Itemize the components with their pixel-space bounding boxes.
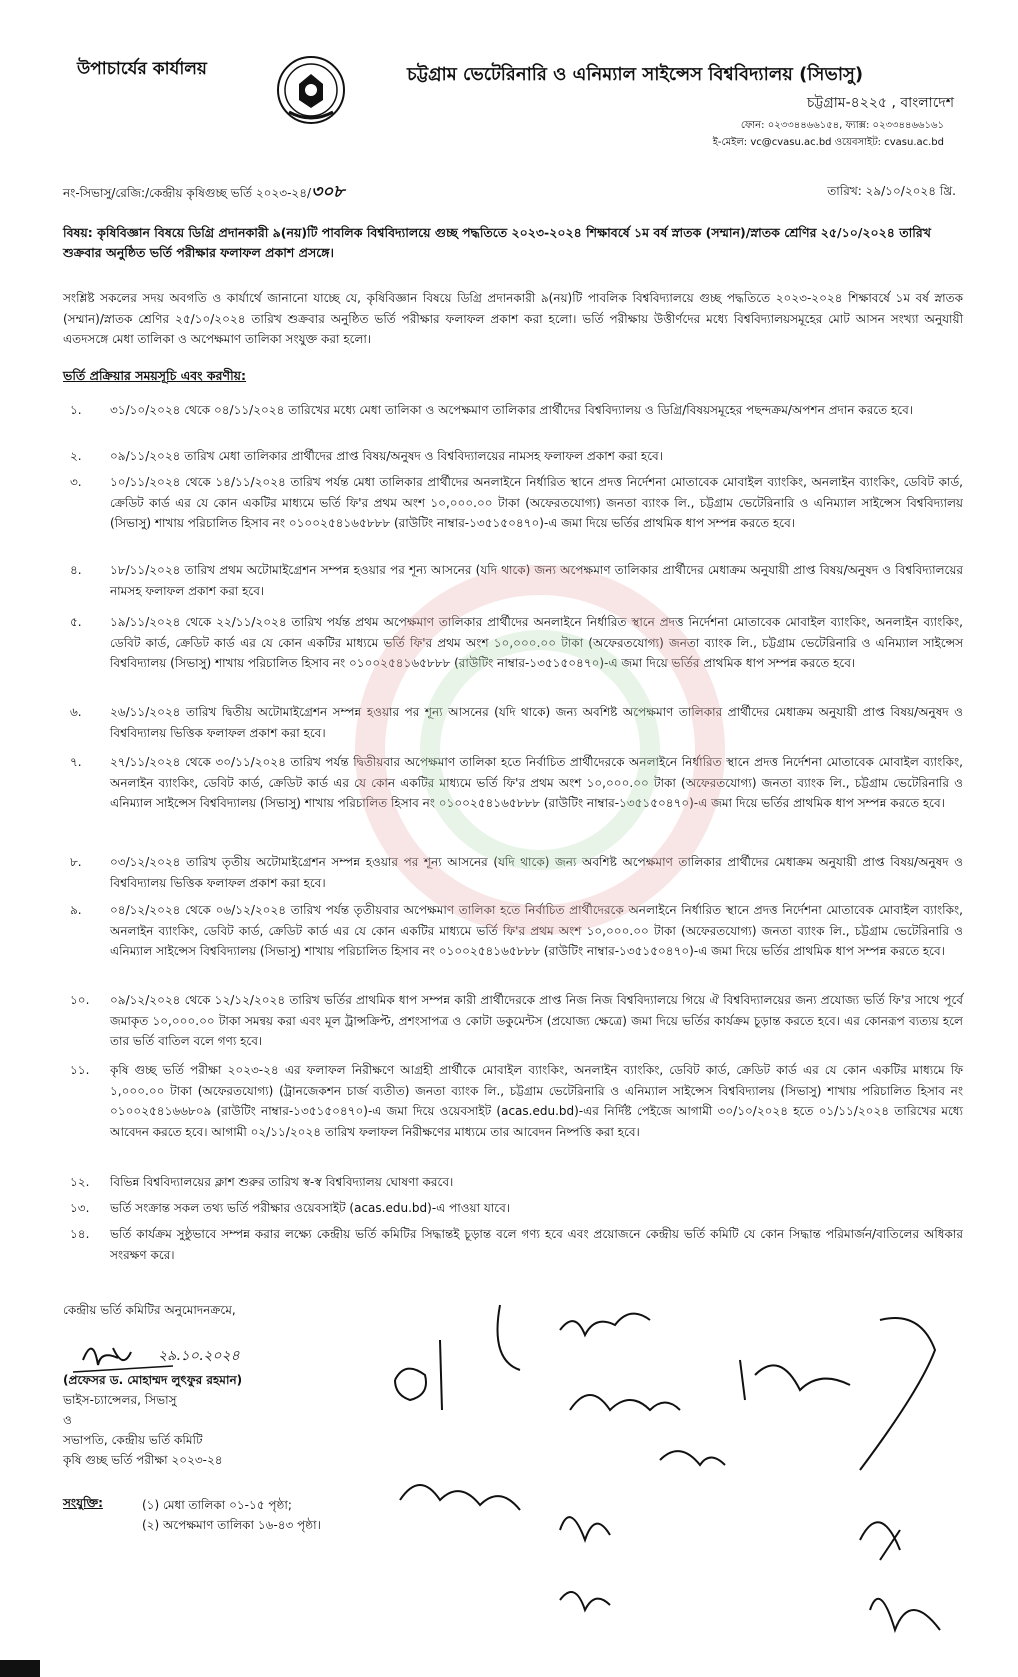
phone-fax: ফোন: ০২৩৩৪৪৬৬১৫৪, ফ্যাক্স: ০২৩৩৪৪৬৬১৬১ — [740, 120, 944, 131]
signatory-title-committee: সভাপতি, কেন্দ্রীয় ভর্তি কমিটি — [63, 1433, 203, 1447]
signature-7 — [400, 1485, 520, 1510]
item-text: ভর্তি কার্যক্রম সুষ্ঠুভাবে সম্পন্ন করার লক্ষ্যে কেন্দ্রীয় ভর্তি কমিটির সিদ্ধান্তই চূড়ান্ত বলে গণ্য হবে এবং প্রয়োজনে কেন্দ্রীয় ভর্তি কমিটি যে কোন সিদ্ধান্ত পরিমার্জন/বাতিলের অধিকার সংরক্ষণ করে। — [110, 1227, 963, 1262]
memo-number-prefix: নং-সিভাসু/রেজি:/কেন্দ্রীয় কৃষিগুচ্ছ ভর্তি ২০২৩-২৪/ — [63, 186, 312, 200]
schedule-item — [70, 472, 963, 534]
item-number: ৪. — [70, 563, 82, 577]
memo-number-handwritten: ৩০৮ — [311, 182, 345, 202]
scan-corner-mark — [0, 1660, 40, 1677]
item-number: ১. — [70, 403, 82, 417]
university-address: চট্টগ্রাম-৪২২৫ , বাংলাদেশ — [806, 95, 954, 111]
signature-10 — [860, 1522, 900, 1560]
university-seal-logo — [275, 54, 347, 126]
item-text: ০৩/১২/২০২৪ তারিখ তৃতীয় অটোমাইগ্রেশন সম্পন্ন হওয়ার পর শূন্য আসনের (যদি থাকে) জন্য অবশিষ্ট অপেক্ষমাণ তালিকার প্রার্থীদের মেধাক্রম অনুযায়ী প্রাপ্ত বিষয়/অনুষদ ও বিশ্ববিদ্যালয় ভিত্তিক ফলাফল প্রকাশ করা হবে। — [110, 855, 963, 890]
schedule-item — [70, 1224, 963, 1265]
signature-3 — [560, 1314, 650, 1335]
item-number: ৩. — [70, 475, 82, 489]
signature-1 — [395, 1369, 426, 1400]
memo-date: তারিখ: ২৯/১০/২০২৪ খ্রি. — [827, 184, 956, 198]
signature-6 — [860, 1318, 935, 1470]
item-text: কৃষি গুচ্ছ ভর্তি পরীক্ষা ২০২৩-২৪ এর ফলাফল নিরীক্ষণে আগ্রহী প্রার্থীকে মোবাইল ব্যাংকিং, অনলাইন ব্যাংকিং, ডেবিট কার্ড, ক্রেডিট কার্ড এর যে কোন একটির মাধ্যমে ফি ১,০০০.০০ টাকা (অফেরতযোগ্য) (ট্রানজেকশন চার্জ ব্যতীত) জনতা ব্যাংক লি., চট্টগ্রাম ভেটেরিনারি ও এনিম্যাল সাইন্সেস বিশ্ববিদ্যালয় (সিভাসু) শাখায় পরিচালিত হিসাব নং ০১০০২৫৪১৬৬৮০৯ (রাউটিং নাম্বার-১৩৫১৫০৪৭০)-এ জমা দিয়ে ওয়েবসাইট (acas.edu.bd)-এর নির্দিষ্ট পেইজে আগামী ৩০/১০/২০২৪ হতে ০১/১১/২০২৪ তারিখের মধ্যে আবেদন করতে হবে। আগামী ০২/১১/২০২৪ তারিখ ফলাফল নিরীক্ষণের মাধ্যমে তার আবেদন নিষ্পত্তি করা হবে। — [110, 1063, 963, 1139]
contact-info — [713, 117, 944, 151]
approval-note: কেন্দ্রীয় ভর্তি কমিটির অনুমোদনক্রমে, — [63, 1303, 236, 1317]
item-text: ১০/১১/২০২৪ থেকে ১৪/১১/২০২৪ তারিখ পর্যন্ত মেধা তালিকার প্রার্থীদের অনলাইনে নির্ধারিত স্থানে প্রদত্ত নির্দেশনা মোতাবেক মোবাইল ব্যাংকিং, অনলাইন ব্যাংকিং, ডেবিট কার্ড, ক্রেডিট কার্ড এর যে কোন একটির মাধ্যমে ভর্তি ফি'র প্রথম অংশ ১০,০০০.০০ টাকা (অফেরতযোগ্য) জনতা ব্যাংক লি., চট্টগ্রাম ভেটেরিনারি ও এনিম্যাল সাইন্সেস বিশ্ববিদ্যালয় (সিভাসু) শাখায় পরিচালিত হিসাব নং ০১০০২৫৪১৬৫৮৮৮ (রাউটিং নাম্বার-১৩৫১৫০৪৭০)-এ জমা দিয়ে ভর্তির প্রাথমিক ধাপ সম্পন্ন করতে হবে। — [110, 475, 963, 530]
item-text: বিভিন্ন বিশ্ববিদ্যালয়ের ক্লাশ শুরুর তারিখ স্ব-স্ব বিশ্ববিদ্যালয় ঘোষণা করবে। — [110, 1175, 454, 1189]
attachments-label: সংযুক্তি: — [63, 1496, 103, 1510]
signatory-title-exam: কৃষি গুচ্ছ ভর্তি পরীক্ষা ২০২৩-২৪ — [63, 1453, 223, 1467]
schedule-title: ভর্তি প্রক্রিয়ার সময়সূচি এবং করণীয়: — [63, 368, 247, 383]
signature-date: ২৯.১০.২০২৪ — [158, 1348, 240, 1364]
schedule-item — [70, 990, 963, 1052]
item-text: ২৬/১১/২০২৪ তারিখ দ্বিতীয় অটোমাইগ্রেশন সম্পন্ন হওয়ার পর শূন্য আসনের (যদি থাকে) জন্য অবশিষ্ট অপেক্ষমাণ তালিকার প্রার্থীদের মেধাক্রম অনুযায়ী প্রাপ্ত বিষয়/অনুষদ ও বিশ্ববিদ্যালয় ভিত্তিক ফলাফল প্রকাশ করা হবে। — [110, 705, 963, 740]
signature-9 — [560, 1517, 610, 1540]
memo-number — [63, 179, 344, 207]
schedule-item — [70, 400, 963, 421]
item-number: ১৩. — [70, 1201, 90, 1215]
signatory-and: ও — [63, 1413, 72, 1427]
item-number: ১২. — [70, 1175, 90, 1189]
signature-2 — [440, 1305, 520, 1410]
schedule-item — [70, 1198, 963, 1219]
attachment-waiting-list: (২) অপেক্ষমাণ তালিকা ১৬-৪৩ পৃষ্ঠা। — [142, 1518, 321, 1532]
schedule-item — [70, 1172, 963, 1193]
university-name: চট্টগ্রাম ভেটেরিনারি ও এনিম্যাল সাইন্সেস বিশ্ববিদ্যালয় (সিভাসু) — [407, 64, 864, 85]
schedule-item — [70, 1060, 963, 1142]
item-text: ভর্তি সংক্রান্ত সকল তথ্য ভর্তি পরীক্ষার ওয়েবসাইট (acas.edu.bd)-এ পাওয়া যাবে। — [110, 1201, 511, 1215]
signature-12 — [870, 1599, 940, 1630]
signatory-title-vc: ভাইস-চ্যান্সেলর, সিভাসু — [63, 1393, 177, 1407]
schedule-item — [70, 446, 963, 467]
signatory-name: (প্রফেসর ড. মোহাম্মদ লুৎফুর রহমান) — [63, 1373, 243, 1387]
item-text: ০৯/১১/২০২৪ তারিখ মেধা তালিকার প্রার্থীদের প্রাপ্ত বিষয়/অনুষদ ও বিশ্ববিদ্যালয়ের নামসহ ফলাফল প্রকাশ করা হবে। — [110, 449, 664, 463]
item-number: ৬. — [70, 705, 82, 719]
attachments-list — [142, 1495, 321, 1535]
signature-4 — [570, 1395, 680, 1410]
item-number: ১৪. — [70, 1227, 90, 1241]
item-number: ৮. — [70, 855, 82, 869]
item-text: ১৮/১১/২০২৪ তারিখ প্রথম অটোমাইগ্রেশন সম্পন্ন হওয়ার পর শূন্য আসনের (যদি থাকে) জন্য অপেক্ষমাণ তালিকার প্রার্থীদের মেধাক্রম অনুযায়ী প্রাপ্ত বিষয়/অনুষদ ও বিশ্ববিদ্যালয়ের নামসহ ফলাফল প্রকাশ করা হবে। — [110, 563, 963, 598]
item-text: ০৪/১২/২০২৪ থেকে ০৬/১২/২০২৪ তারিখ পর্যন্ত তৃতীয়বার অপেক্ষমাণ তালিকা হতে নির্বাচিত প্রার্থীদেরকে অনলাইনে নির্ধারিত স্থানে প্রদত্ত নির্দেশনা মোতাবেক মোবাইল ব্যাংকিং, অনলাইন ব্যাংকিং, ডেবিট কার্ড, ক্রেডিট কার্ড এর যে কোন একটির মাধ্যমে ভর্তি ফি'র প্রথম অংশ ১০,০০০.০০ টাকা (অফেরতযোগ্য) জনতা ব্যাংক লি., চট্টগ্রাম ভেটেরিনারি ও এনিম্যাল সাইন্সেস বিশ্ববিদ্যালয় (সিভাসু) শাখায় পরিচালিত হিসাব নং ০১০০২৫৪১৬৫৮৮৮ (রাউটিং নাম্বার-১৩৫১৫০৪৭০)-এ জমা দিয়ে ভর্তির প্রাথমিক ধাপ সম্পন্ন করতে হবে। — [110, 903, 963, 958]
item-text: ৩১/১০/২০২৪ থেকে ০৪/১১/২০২৪ তারিখের মধ্যে মেধা তালিকা ও অপেক্ষমাণ তালিকার প্রার্থীদের বিশ্ববিদ্যালয় ও ডিগ্রি/বিষয়সমূহের পছন্দক্রম/অপশন প্রদান করতে হবে। — [110, 403, 914, 417]
item-number: ৯. — [70, 903, 82, 917]
committee-signatures — [380, 1300, 980, 1660]
email-website: ই-মেইল: vc@cvasu.ac.bd ওয়েবসাইট: cvasu.ac.bd — [712, 137, 944, 148]
item-number: ৫. — [70, 615, 82, 629]
item-number: ২. — [70, 449, 82, 463]
signatory-block — [63, 1370, 242, 1470]
item-number: ১১. — [70, 1063, 90, 1077]
item-number: ১০. — [70, 993, 90, 1007]
item-text: ১৯/১১/২০২৪ থেকে ২২/১১/২০২৪ তারিখ পর্যন্ত প্রথম অপেক্ষমাণ তালিকার প্রার্থীদের অনলাইনে নির্ধারিত স্থানে প্রদত্ত নির্দেশনা মোতাবেক মোবাইল ব্যাংকিং, অনলাইন ব্যাংকিং, ডেবিট কার্ড, ক্রেডিট কার্ড এর যে কোন একটির মাধ্যমে ভর্তি ফি'র প্রথম অংশ ১০,০০০.০০ টাকা (অফেরতযোগ্য) জনতা ব্যাংক লি., চট্টগ্রাম ভেটেরিনারি ও এনিম্যাল সাইন্সেস বিশ্ববিদ্যালয় (সিভাসু) শাখায় পরিচালিত হিসাব নং ০১০০২৫৪১৬৫৮৮৮ (রাউটিং নাম্বার-১৩৫১৫০৪৭০)-এ জমা দিয়ে ভর্তির প্রাথমিক ধাপ সম্পন্ন করতে হবে। — [110, 615, 963, 670]
item-number: ৭. — [70, 755, 82, 769]
notice-subject: বিষয়: কৃষিবিজ্ঞান বিষয়ে ডিগ্রি প্রদানকারী ৯(নয়)টি পাবলিক বিশ্ববিদ্যালয়ে গুচ্ছ পদ্ধতিতে ২০২৩-২০২৪ শিক্ষাবর্ষে ১ম বর্ষ স্নাতক (সম্মান)/স্নাতক শ্রেণির ২৫/১০/২০২৪ তারিখ শুক্রবার অনুষ্ঠিত ভর্তি পরীক্ষার ফলাফল প্রকাশ প্রসঙ্গে। — [63, 225, 931, 260]
item-text: ২৭/১১/২০২৪ থেকে ৩০/১১/২০২৪ তারিখ পর্যন্ত দ্বিতীয়বার অপেক্ষমাণ তালিকা হতে নির্বাচিত প্রার্থীদেরকে অনলাইনে নির্ধারিত স্থানে প্রদত্ত নির্দেশনা মোতাবেক মোবাইল ব্যাংকিং, অনলাইন ব্যাংকিং, ডেবিট কার্ড, ক্রেডিট কার্ড এর যে কোন একটির মাধ্যমে ভর্তি ফি'র প্রথম অংশ ১০,০০০.০০ টাকা (অফেরতযোগ্য) জনতা ব্যাংক লি., চট্টগ্রাম ভেটেরিনারি ও এনিম্যাল সাইন্সেস বিশ্ববিদ্যালয় (সিভাসু) শাখায় পরিচালিত হিসাব নং ০১০০২৫৪১৬৫৮৮৮ (রাউটিং নাম্বার-১৩৫১৫০৪৭০)-এ জমা দিয়ে ভর্তির প্রাথমিক ধাপ সম্পন্ন করতে হবে। — [110, 755, 963, 810]
item-text: ০৯/১২/২০২৪ থেকে ১২/১২/২০২৪ তারিখ ভর্তির প্রাথমিক ধাপ সম্পন্ন কারী প্রার্থীদেরকে প্রাপ্ত নিজ নিজ বিশ্ববিদ্যালয়ে গিয়ে ঐ বিশ্ববিদ্যালয়ের জন্য প্রযোজ্য ভর্তি ফি'র সাথে পূর্বে জমাকৃত ১০,০০০.০০ টাকা সমন্বয় করা এবং মূল ট্রান্সক্রিপ্ট, প্রশংসাপত্র ও কোটা ডকুমেন্টস (প্রযোজ্য ক্ষেত্রে) জমা দিয়ে ভর্তির কার্যক্রম চূড়ান্ত করতে হবে। এর কোনরূপ ব্যত্যয় হলে তার ভর্তি বাতিল বলে গণ্য হবে। — [110, 993, 963, 1048]
watermark-seal — [330, 540, 750, 960]
signature-8 — [660, 1451, 725, 1465]
signature-11 — [560, 1592, 610, 1610]
attachment-merit-list: (১) মেধা তালিকা ০১-১৫ পৃষ্ঠা; — [142, 1498, 292, 1512]
signature-5 — [740, 1360, 850, 1400]
office-name: উপাচার্যের কার্যালয় — [77, 59, 207, 79]
notice-body: সংশ্লিষ্ট সকলের সদয় অবগতি ও কার্যার্থে জানানো যাচ্ছে যে, কৃষিবিজ্ঞান বিষয়ে ডিগ্রি প্রদানকারী ৯(নয়)টি পাবলিক বিশ্ববিদ্যালয়ে গুচ্ছ পদ্ধতিতে ২০২৩-২০২৪ শিক্ষাবর্ষে ১ম বর্ষ স্নাতক (সম্মান)/স্নাতক শ্রেণির ২৫/১০/২০২৪ তারিখ শুক্রবার অনুষ্ঠিত ভর্তি পরীক্ষার ফলাফল প্রকাশ করা হলো। ভর্তি পরীক্ষায় উত্তীর্ণদের মধ্যে বিশ্ববিদ্যালয়সমূহের মোট আসন সংখ্যা অনুযায়ী এতদসঙ্গে মেধা তালিকা ও অপেক্ষমাণ তালিকা সংযুক্ত করা হলো। — [63, 291, 963, 346]
